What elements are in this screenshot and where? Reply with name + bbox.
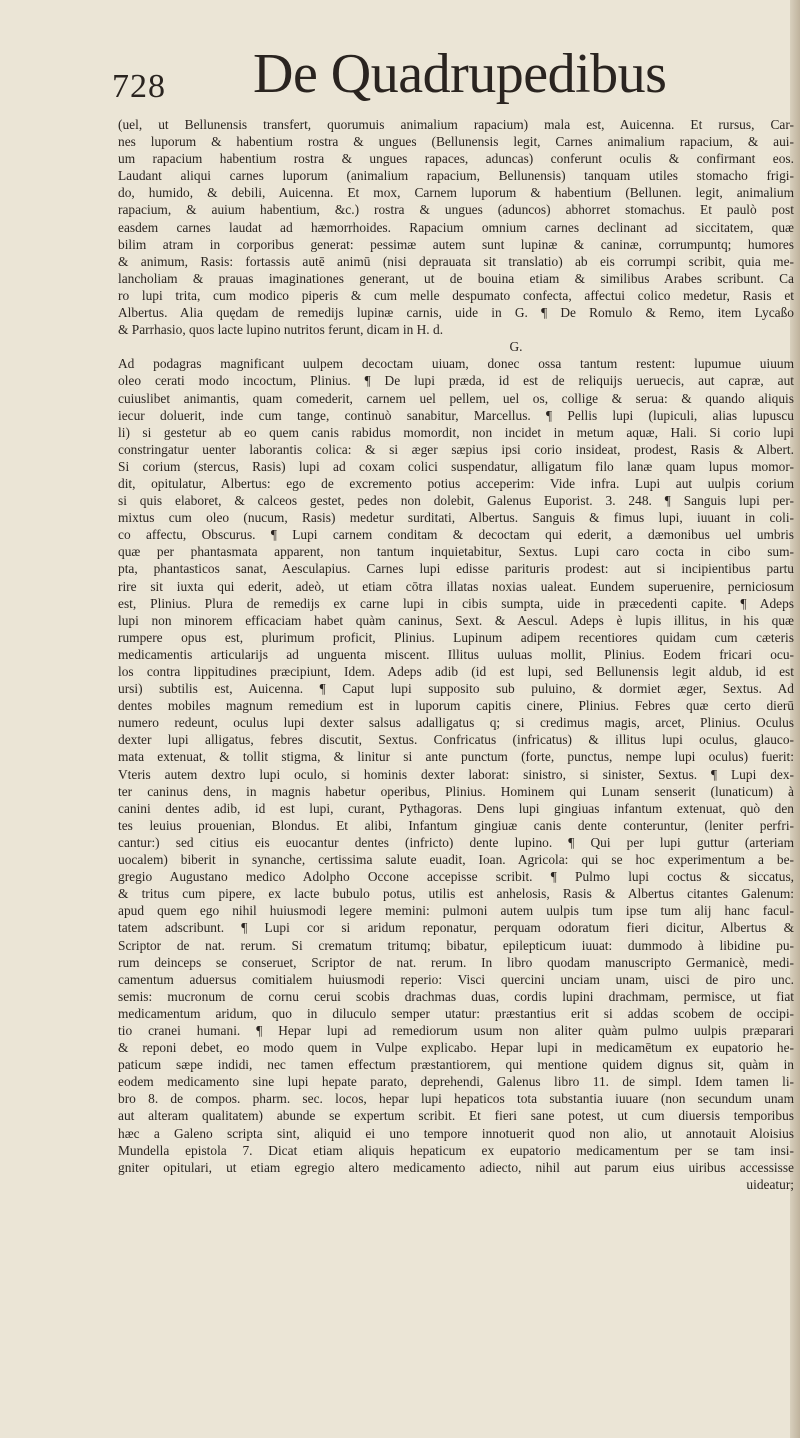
text-line: lancholiam & prauas imaginationes generant, ut de bouina etiam & similibus Arabes scribunt. Ca xyxy=(118,270,794,286)
text-line: iecur doluerit, inde cum tange, continuò sanabitur, Marcellus. ¶ Pellis lupi (lupiculi, alias lupuscu xyxy=(118,407,794,423)
text-line: co affectu, Obscurus. ¶ Lupi carnem conditam & decoctam qui ederit, a dæmonibus uel umbris xyxy=(118,527,794,543)
text-line: quæ per phantasmata apparent, non tantum inquietabitur, Sextus. Lupi caro cocta in cibo sum- xyxy=(118,544,794,560)
text-line: tes leuius prouenian, Blondus. Et alibi, Infantum gingiuæ canis dente conteruntur, (leniter perfri- xyxy=(118,817,794,833)
text-line: rumpere opus est, plurimum proficit, Plinius. Lupinum adipem recentiores quidam cum cæteris xyxy=(118,629,794,645)
text-line: hæc a Galeno scripta sint, aliquid ei uno tempore innotuerit quod non alio, ut annotauit Aloisius xyxy=(118,1125,794,1141)
text-line: bilim atram in corporibus generat: pessimæ autem sunt lupinæ & caninæ, corrumpuntq; humores xyxy=(118,236,794,252)
text-line: do, humido, & debili, Auicenna. Et mox, Carnem luporum & habentium (Bellunen. legit, animalium xyxy=(118,185,794,201)
text-line: & reponi debet, eo modo quem in Vulpe explicabo. Hepar lupi in medicamētum ex eupatorio he- xyxy=(118,1040,794,1056)
text-line: easdem carnes laudat ad hæmorrhoides. Rapacium omnium carnes declinant ad siccitatem, quæ xyxy=(118,219,794,235)
text-line: ursi) subtilis est, Auicenna. ¶ Caput lupi supposito sub puluino, & dormiet æger, Sextus. Ad xyxy=(118,681,794,697)
text-line: dexter lupi alligatus, febres discutit, Sextus. Confricatus (infricatus) & illitus lupi oculus, glauco- xyxy=(118,732,794,748)
text-line: tatem adscribunt. ¶ Lupi cor si aridum reponatur, perquam odoratum fieri dicitur, Albertus & xyxy=(118,920,794,936)
text-line: Scriptor de nat. rerum. Si crematum tritumq; bibatur, epilepticum iuuat: dummodo à libidine pu- xyxy=(118,937,794,953)
text-line: medicamentum aridum, quo in diluculo semper utatur: præstantius erit si addas scobem de occipi- xyxy=(118,1005,794,1021)
text-line: & Parrhasio, quos lacte lupino nutritos ferunt, dicam in H. d. xyxy=(118,322,444,338)
text-line: medicamentis articularijs ad unguenta miscent. Illitus uuluas mollit, Plinius. Eodem fricari ocu- xyxy=(118,646,794,662)
text-line: Laudant aliqui carnes luporum (animalium rapacium, Bellunensis) tanquam utiles stomacho frigi- xyxy=(118,168,794,184)
text-line: eodem medicamento sine lupi hepate parato, deprehendi, Galenus libro 11. de simpl. Idem tamen li- xyxy=(118,1074,794,1090)
text-line: rum deinceps se conseruet, Scriptor de nat. rerum. In libro quodam manuscripto Germanicè, medi- xyxy=(118,954,794,970)
text-line: gniter opitulari, ut etiam egregio altero medicamento adiecto, nihil aut parum eius uiribus accessisse xyxy=(118,1159,794,1175)
text-line: rapacium, & auium habentium, &c.) rostra & ungues (aduncos) abhorret stomachus. Et paulò post xyxy=(118,202,794,218)
text-line: aut alteram qualitatem) abunde se expertum scribit. Et fieri sane potest, ut cum diuersis temporibus xyxy=(118,1108,794,1124)
text-line: li) si gestetur ab eo quem canis rabidus momordit, non incidet in metum aquæ, Hali. Si corio lupi xyxy=(118,424,794,440)
catchword: uideatur; xyxy=(746,1176,794,1192)
text-line: ter caninus dens, in magnis habetur operibus, Plinius. Hominem qui Lunam senserit (lunaticum) à xyxy=(118,783,794,799)
text-line: Mundella epistola 7. Dicat etiam aliquis hepaticum ex eupatorio medicamentum per se tam insi- xyxy=(118,1142,794,1158)
text-line: uocalem) biberit in synanche, certissima salute euadit, Ioan. Agricola: qui se hoc experimentum a be- xyxy=(118,852,794,868)
text-line: Albertus. Alia quędam de remedijs lupinæ carnis, uide in G. ¶ De Romulo & Remo, item Lycaßo xyxy=(118,305,794,321)
text-line: oleo cerati modo incoctum, Plinius. ¶ De lupi præda, id est de reliquijs ueruecis, aut capræ, aut xyxy=(118,373,794,389)
text-line: los contra lippitudines præcipiunt, Idem. Adeps adib (id est lupi, sed Bellunensis legit aldub, id est xyxy=(118,664,794,679)
text-line: si quis elaboret, & calceos gestet, pedes non dolebit, Galenus Euporist. 3. 248. ¶ Sanguis lupi per- xyxy=(118,493,794,509)
text-line: & animum, Rasis: fortassis autē animū (nisi deprauata sit translatio) ab eis corrumpi scribit, quia me- xyxy=(118,253,794,269)
text-line: ro lupi trita, cum modico piperis & cum melle despumato confecta, affectui colico medetur, Rasis et xyxy=(118,287,794,303)
text-line: numero redeunt, oculus lupi dexter salsus adalligatus q; si credimus magis, arcet, Plinius. Oculus xyxy=(118,715,794,731)
text-line: tio cranei humani. ¶ Hepar lupi ad remediorum usum non aliter quàm pulmo uulpis præparari xyxy=(118,1022,794,1038)
text-line: constringatur uenter laborantis colica: & si æger sæpius ipsi corio insideat, prodest, Rasis & Albert. xyxy=(118,441,794,457)
paragraph-1 xyxy=(118,116,794,338)
text-line: cuiuslibet animantis, quam comederit, carnem uel pellem, uel os, collige & serua: & quando aliquis xyxy=(118,390,794,406)
text-line: gregio Augustano medico Adolpho Occone accepisse scribit. ¶ Pulmo lupi coctus & siccatus, xyxy=(118,869,794,885)
page-number: 728 xyxy=(112,68,166,105)
paragraph-2 xyxy=(118,355,794,1176)
text-line: Ad podagras magnificant uulpem decoctam uiuam, donec ossa tantum restent: lupumue uiuum xyxy=(118,356,794,372)
text-line: rire sit iuxta qui ederit, adeò, ut etiam cōtra illatas noxias ualeat. Eundem superuenire, perniciosum xyxy=(118,578,794,594)
text-line: apud quem ego nihil huiusmodi legere memini: pulmoni autem uulpis tum ipse tum alij hanc facul- xyxy=(118,903,794,919)
text-line: pta, phantasticos sanat, Aesculapius. Carnes lupi edisse parituris prodest: aut si incipientibus partu xyxy=(118,561,794,577)
text-line: est, Plinius. Plura de remedijs ex carne lupi in cibis sumpta, uide in præcedenti capite. ¶ Adeps xyxy=(118,595,794,611)
text-line: mixtus cum oleo (nucum, Rasis) medetur surditati, Albertus. Sanguis & fimus lupi, iuuant in coli- xyxy=(118,510,794,526)
text-line: lupi non minorem efficaciam habet quàm caninus, Sext. & Aescul. Adeps è lupis illitus, in his quæ xyxy=(118,612,794,628)
text-line: Vteris autem dextro lupi oculo, si hominis dexter laborat: sinistro, si sinister, Sextus. ¶ Lupi dex- xyxy=(118,766,794,782)
section-letter: G. xyxy=(509,339,523,355)
running-head-title: De Quadrupedibus xyxy=(253,43,667,105)
text-line: & tritus cum pipere, ex lacte bubulo potus, utilis est anhelosis, Rasis & Albertus citantes Galenum: xyxy=(118,886,794,902)
text-line: camentum aduersus comitialem huiusmodi reperio: Visci quercini unciam unam, uisci de piro unc. xyxy=(118,971,794,987)
text-line: um rapacium habentium rostra & ungues rapaces, aduncas) conferunt oculis & confirmant eos. xyxy=(118,151,794,167)
text-line: (uel, ut Bellunensis transfert, quorumuis animalium rapacium) mala est, Auicenna. Et rursus, Car- xyxy=(118,117,794,132)
text-line: dentes mobiles magnum remedium est in luporum capitis cinere, Plinius. Febres quæ certo dierū xyxy=(118,698,794,714)
text-line: bro 8. de compos. pharm. sec. locos, hepar lupi hepaticos tota substantia iuuare (non secundum unam xyxy=(118,1091,794,1107)
text-line: semis: mucronum de cornu cerui scobis drachmas duas, cordis lupini drachmam, permisce, ut fiat xyxy=(118,988,794,1004)
text-line: Si corium (stercus, Rasis) lupi ad coxam colici suspendatur, alligatum filo lanæ quam lupus momor- xyxy=(118,458,794,474)
text-line: mata extenuat, & tollit stigma, & linitur si ante punctum (forte, punctus, nempe lupi oculus) fuerit: xyxy=(118,749,794,765)
text-line: cantur:) sed citius eis euocantur dentes (infricto) dente lupino. ¶ Qui per lupi guttur (arteriam xyxy=(118,834,794,850)
body-text xyxy=(118,116,794,1193)
text-line: nes luporum & habentium rostra & ungues (Bellunensis legit, Carnes animalium rapacium, & aui- xyxy=(118,134,794,150)
text-line: canini dentes adib, id est lupi, curant, Pythagoras. Dens lupi gingiuas infantum extenuat, quò den xyxy=(118,800,794,816)
text-line: dit, opitulatur, Albertus: ego de excremento potius acceperim: Vide infra. Lupi aut uulpis corium xyxy=(118,475,794,491)
page-header xyxy=(98,40,738,112)
text-line: paticum sæpe indidi, nec tamen effectum præstantiorem, qui mentione quidem dignus sit, quàm in xyxy=(118,1057,794,1073)
